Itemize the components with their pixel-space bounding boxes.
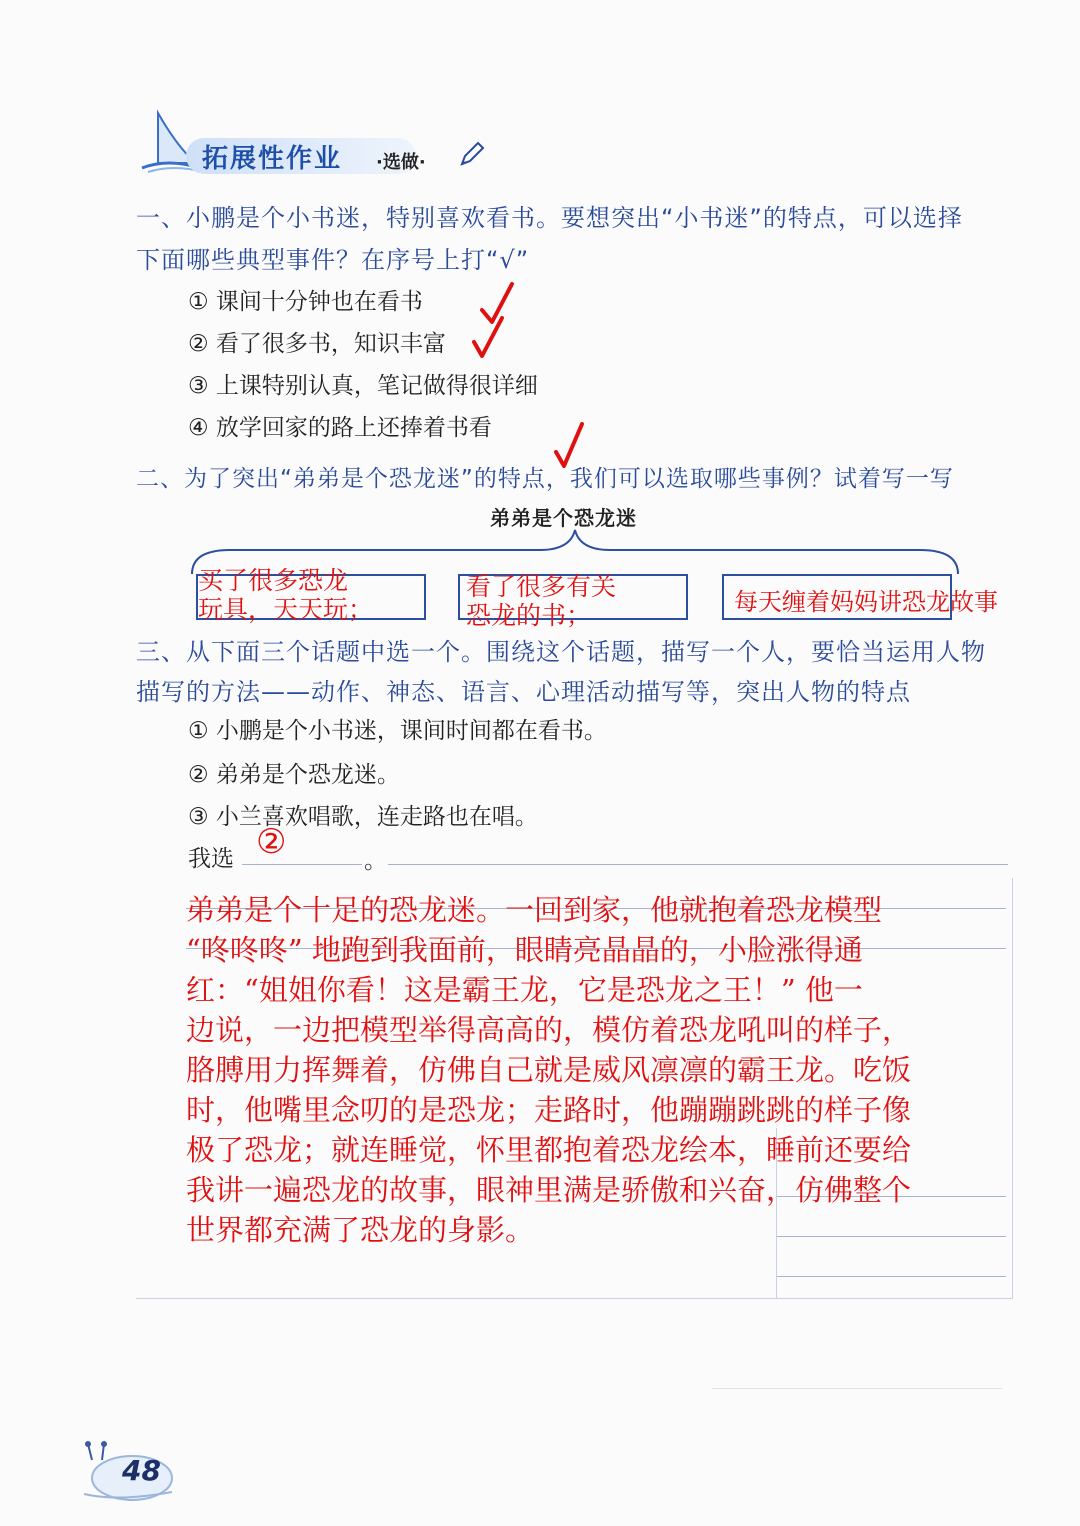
question1-option-1: ① 课间十分钟也在看书 bbox=[188, 289, 423, 315]
question2-center-label: 弟弟是个恐龙迷 bbox=[490, 506, 637, 530]
essay-line-5: 胳膊用力挥舞着，仿佛自己就是威风凛凛的霸王龙。吃饭 bbox=[186, 1053, 912, 1087]
question2-text: 二、为了突出“弟弟是个恐龙迷”的特点，我们可以选取哪些事例？试着写一写 bbox=[136, 466, 954, 492]
page-number-badge bbox=[78, 1436, 178, 1506]
answer-3-text: 每天缠着妈妈讲恐龙故事 bbox=[734, 588, 998, 616]
answer-1-line2: 玩具，天天玩； bbox=[198, 595, 374, 624]
question3-line1: 三、从下面三个话题中选一个。围绕这个话题，描写一个人，要恰当运用人物 bbox=[136, 638, 986, 666]
answer-1-text bbox=[198, 566, 373, 624]
answer-2-line2: 恐龙的书； bbox=[466, 601, 592, 630]
choice-underline bbox=[242, 864, 362, 865]
question3-topic-1: ① 小鹏是个小书迷，课间时间都在看书。 bbox=[188, 718, 607, 744]
page-number: 48 bbox=[122, 1454, 161, 1487]
pencil-icon bbox=[456, 140, 486, 170]
answer-2-line1: 看了很多有关 bbox=[466, 572, 617, 601]
check-mark-icon bbox=[470, 312, 510, 360]
optional-tag: ·选做· bbox=[376, 152, 426, 173]
faint-line bbox=[712, 1388, 1002, 1389]
choice-answer: ② bbox=[256, 822, 287, 862]
question3-topic-3: ③ 小兰喜欢唱歌，连走路也在唱。 bbox=[188, 804, 538, 830]
essay-line-1: 弟弟是个十足的恐龙迷。一回到家，他就抱着恐龙模型 bbox=[186, 893, 883, 927]
question3-line2: 描写的方法——动作、神态、语言、心理活动描写等，突出人物的特点 bbox=[136, 678, 911, 706]
answer-2-text bbox=[466, 572, 616, 630]
question1-option-4: ④ 放学回家的路上还捧着书看 bbox=[188, 415, 492, 441]
choose-period: 。 bbox=[364, 848, 387, 874]
essay-line-2: “咚咚咚” 地跑到我面前，眼睛亮晶晶的，小脸涨得通 bbox=[186, 933, 863, 967]
essay-line-3: 红：“姐姐你看！这是霸王龙，它是恐龙之王！” 他一 bbox=[186, 973, 863, 1007]
question3-topic-2: ② 弟弟是个恐龙迷。 bbox=[188, 762, 400, 788]
question1-line1: 一、小鹏是个小书迷，特别喜欢看书。要想突出“小书迷”的特点，可以选择 bbox=[136, 204, 963, 232]
writing-line bbox=[776, 1276, 1006, 1277]
essay-text bbox=[186, 890, 1066, 1250]
question1-option-2: ② 看了很多书，知识丰富 bbox=[188, 331, 446, 357]
choose-prefix: 我选 bbox=[188, 846, 234, 872]
writing-line-first bbox=[388, 864, 1008, 865]
question1-line2: 下面哪些典型事件？在序号上打“√” bbox=[136, 246, 530, 274]
essay-line-6: 时，他嘴里念叨的是恐龙；走路时，他蹦蹦跳跳的样子像 bbox=[186, 1093, 912, 1127]
question1-option-3: ③ 上课特别认真，笔记做得很详细 bbox=[188, 373, 538, 399]
section-header bbox=[138, 108, 498, 178]
essay-line-8: 我讲一遍恐龙的故事，眼神里满是骄傲和兴奋，仿佛整个 bbox=[186, 1173, 912, 1207]
essay-line-9: 世界都充满了恐龙的身影。 bbox=[186, 1213, 535, 1247]
essay-line-7: 极了恐龙；就连睡觉，怀里都抱着恐龙绘本，睡前还要给 bbox=[186, 1133, 912, 1167]
section-title: 拓展性作业 bbox=[202, 144, 343, 174]
essay-line-4: 边说，一边把模型举得高高的，模仿着恐龙吼叫的样子， bbox=[186, 1013, 912, 1047]
answer-1-line1: 买了很多恐龙 bbox=[198, 566, 349, 595]
